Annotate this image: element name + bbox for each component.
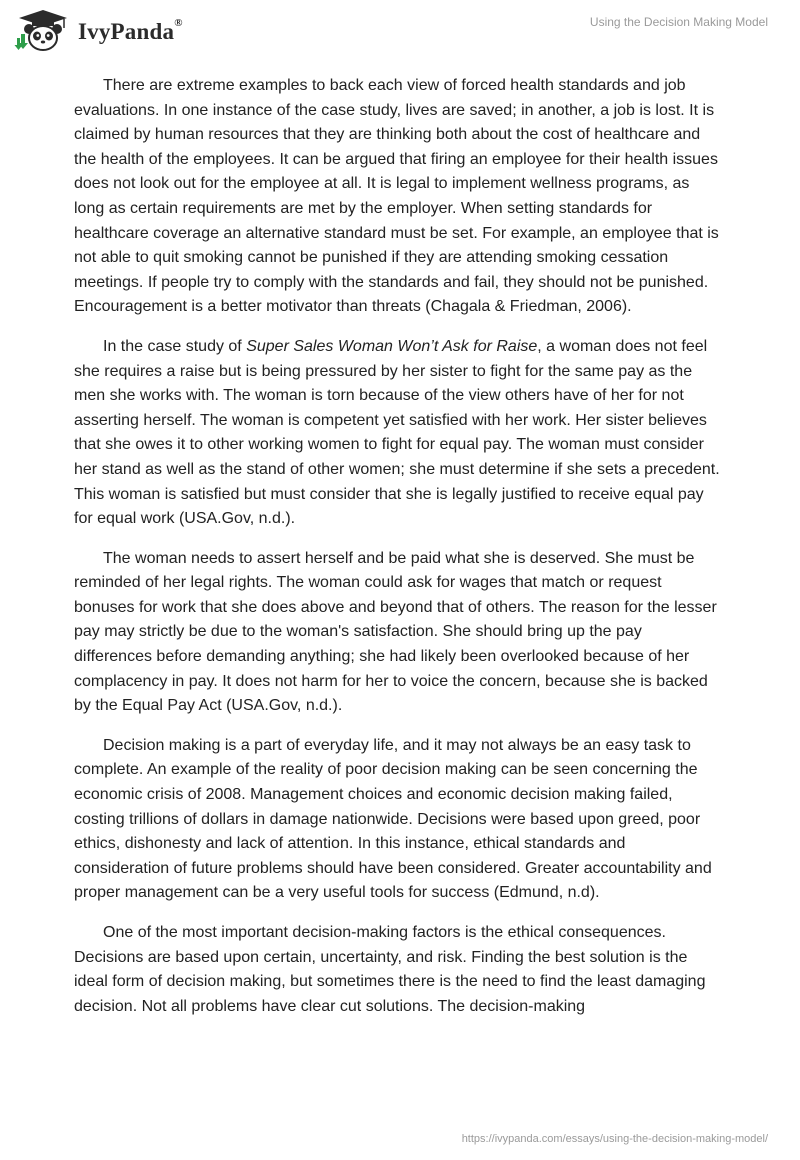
panda-logo-icon — [12, 8, 74, 54]
ivypanda-logo[interactable] — [12, 8, 183, 54]
paragraph-decision-making: Decision making is a part of everyday life, and it may not always be an easy task to complete. An example of the reality of poor decision making can be seen concerning the economic crisis of 2008. Management choices and economic decision making failed, costing trillions of dollars in damage nationwide. Decisions were based upon greed, poor ethics, dishonesty and lack of attention. In this instance, ethical standards and consideration of future problems should have been considered. Greater accountability and proper management can be a very useful tools for success (Edmund, n.d). — [74, 736, 712, 902]
essay-body — [74, 74, 724, 1034]
brand-name — [78, 19, 183, 45]
case-study-text: , a woman does not feel she requires a raise but is being pressured by her sister to fight for the same pay as the men she works with. The woman is torn because of the view others have of her for not asserting herself. The woman is competent yet satisfied with her work. Her sister believes that she owes it to other working women to fight for equal pay. The woman must consider her stand as well as the stand of other women; she must determine if she sets a precedent. This woman is satisfied but must consider that she is legally justified to receive equal pay for equal work (USA.Gov, n.d.). — [74, 337, 720, 528]
registered-mark: ® — [174, 17, 183, 29]
paragraph-case-study — [74, 335, 724, 532]
case-study-intro: In the case study of — [103, 337, 247, 355]
case-study-title: Super Sales Woman Won’t Ask for Raise — [246, 337, 538, 355]
paragraph-ethical-factors: One of the most important decision-making factors is the ethical consequences. Decisions are based upon certain, uncertainty, and risk. Finding the best solution is the ideal form of decision making, but sometimes there is the need to find the least damaging decision. Not all problems have clear cut solutions. The decision-making — [74, 924, 706, 1015]
paragraph-health-standards: There are extreme examples to back each view of forced health standards and job evaluations. In one instance of the case study, lives are saved; in another, a job is lost. It is claimed by human resources that they are thinking both about the cost of healthcare and the health of the employees. It can be argued that firing an employee for their health issues does not look out for the employee at all. It is legal to implement wellness programs, as long as certain requirements are met by the employer. When setting standards for healthcare coverage an alternative standard must be set. For example, an employee that is not able to quit smoking cannot be punished if they are attending smoking cessation meetings. If people try to comply with the standards and fail, they should not be punished. Encouragement is a better motivator than threats (Chagala & Friedman, 2006). — [74, 77, 719, 316]
paragraph-assert-herself: The woman needs to assert herself and be paid what she is deserved. She must be reminded of her legal rights. The woman could ask for wages that match or request bonuses for work that she does above and beyond that of others. The reason for the lesser pay may strictly be due to the woman's satisfaction. She should bring up the pay differences before demanding anything; she had likely been overlooked because of her complacency in pay. It does not harm for her to voice the concern, because she is backed by the Equal Pay Act (USA.Gov, n.d.). — [74, 549, 717, 715]
document-title: Using the Decision Making Model — [589, 15, 768, 29]
source-url[interactable]: https://ivypanda.com/essays/using-the-decision-making-model/ — [461, 1133, 768, 1145]
page-header — [0, 0, 800, 64]
brand-label: IvyPanda — [78, 19, 175, 44]
